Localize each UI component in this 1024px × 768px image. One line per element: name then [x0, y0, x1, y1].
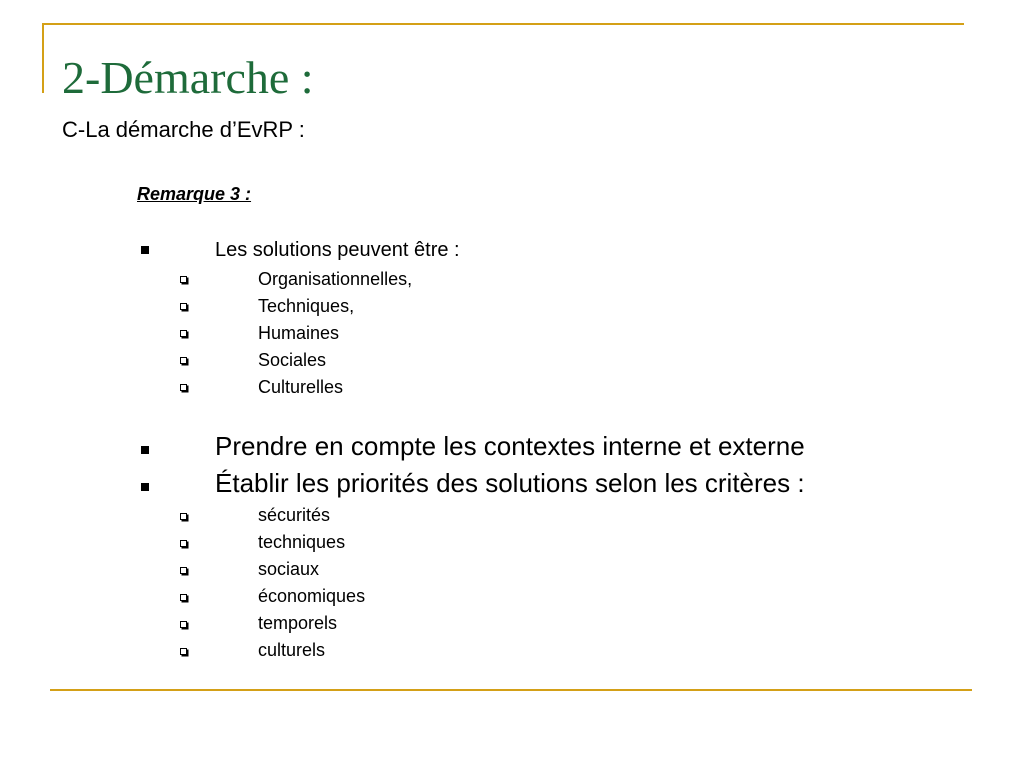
slide-frame-left-line — [42, 23, 44, 93]
sub-bullet-text: économiques — [258, 586, 366, 606]
sub-bullet-text: temporels — [258, 613, 338, 633]
hollow-square-bullet-icon — [180, 330, 187, 337]
hollow-square-bullet-icon — [180, 594, 187, 601]
sub-bullet-text: techniques — [258, 532, 346, 552]
hollow-square-bullet-icon — [180, 303, 187, 310]
hollow-square-bullet-icon — [180, 276, 187, 283]
sub-bullet-text: Organisationnelles, — [258, 269, 413, 289]
hollow-square-bullet-icon — [180, 384, 187, 391]
slide-subtitle: C-La démarche d’EvRP : — [62, 117, 305, 142]
square-bullet-icon — [141, 246, 149, 254]
remark-heading: Remarque 3 : — [137, 184, 252, 204]
sub-bullet-text: Humaines — [258, 323, 340, 343]
square-bullet-icon — [141, 483, 149, 491]
hollow-square-bullet-icon — [180, 648, 187, 655]
slide-frame-top-line — [42, 23, 964, 25]
sub-bullet-text: culturels — [258, 640, 326, 660]
slide-frame-bottom-line — [50, 689, 972, 691]
hollow-square-bullet-icon — [180, 357, 187, 364]
sub-bullet-text: Culturelles — [258, 377, 344, 397]
sub-bullet-text: Sociales — [258, 350, 327, 370]
square-bullet-icon — [141, 446, 149, 454]
bullet-text: Établir les priorités des solutions selon les critères : — [215, 468, 805, 498]
hollow-square-bullet-icon — [180, 567, 187, 574]
sub-bullet-text: sécurités — [258, 505, 331, 525]
hollow-square-bullet-icon — [180, 621, 187, 628]
hollow-square-bullet-icon — [180, 513, 187, 520]
slide-title: 2-Démarche : — [62, 52, 314, 103]
hollow-square-bullet-icon — [180, 540, 187, 547]
sub-bullet-text: sociaux — [258, 559, 320, 579]
sub-bullet-text: Techniques, — [258, 296, 355, 316]
bullet-text: Prendre en compte les contextes interne et externe — [215, 431, 805, 461]
bullet-text: Les solutions peuvent être : — [215, 239, 460, 261]
